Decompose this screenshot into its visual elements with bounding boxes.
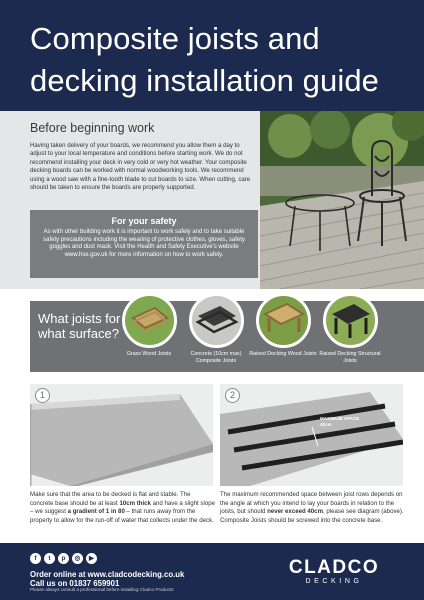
intro-heading: Before beginning work <box>30 121 155 135</box>
joists-question: What joists for what surface? <box>38 311 121 341</box>
safety-paragraph: As with other building work it is important to work safely and to take suitable safety precautions including the wearing of protective clothes, gloves, safety goggles and dust mask. Visit the Health and Safety Executive's website www.hse.gov.uk for more information on how to work safely. <box>43 229 245 258</box>
deck-photo-illustration <box>260 111 424 289</box>
step-number-badge: 1 <box>35 388 50 403</box>
joist-option-label: Raised Decking Wood Joists <box>249 351 317 357</box>
intro-panel <box>0 111 260 289</box>
joist-option-label: Grass Wood Joists <box>126 351 172 357</box>
step-1-illustration <box>30 384 213 486</box>
twitter-icon[interactable]: t <box>44 553 55 564</box>
grass-wood-joists-image <box>122 293 177 348</box>
footer <box>0 543 424 600</box>
joist-option-label: Raised Decking Structural Joists <box>319 351 381 364</box>
pinterest-icon[interactable]: p <box>58 553 69 564</box>
facebook-icon[interactable]: f <box>30 553 41 564</box>
intro-paragraph: Having taken delivery of your boards, we recommend you allow them a day to adjust to your local temperature and conditions before starting work. We do not recommend installing your deck in very cold or very hot weather. Your composite decking boards can be worked with normal woodworking tools. We recommend using a wood saw with a fine-tooth blade to cut boards to size. When cutting, care should be taken to ensure the boards are properly supported. <box>30 142 251 192</box>
order-online-link[interactable]: Order online at www.cladcodecking.co.uk <box>30 570 185 579</box>
youtube-icon[interactable]: ▶ <box>86 553 97 564</box>
page-title: Composite joists and decking installation guide <box>30 21 380 98</box>
safety-box <box>30 210 258 278</box>
concrete-composite-joists-image <box>189 293 244 348</box>
step-2-illustration <box>220 384 403 486</box>
safety-title: For your safety <box>111 216 177 226</box>
raised-wood-joists-image <box>256 293 311 348</box>
cladco-logo <box>276 557 392 585</box>
step-number-badge: 2 <box>225 388 240 403</box>
logo-subtitle: DECKING <box>305 578 363 585</box>
header-banner <box>0 0 424 111</box>
instagram-icon[interactable]: ◎ <box>72 553 83 564</box>
logo-wordmark: CLADCO <box>288 557 380 578</box>
phone-number[interactable]: Call us on 01837 659901 <box>30 579 120 588</box>
raised-structural-joists-image <box>323 293 378 348</box>
step-1-text: Make sure that the area to be decked is flat and stable. The concrete base should be at least 10cm thick and have a slight slope – we suggest a gradient of 1 in 80 – that runs away from the property to allow for the run-off of water that collects under the deck. <box>30 491 215 524</box>
garden-deck-photo <box>260 111 424 289</box>
joist-option-label: Concrete (10cm max) Composite Joists <box>190 351 242 364</box>
social-icons <box>30 553 97 564</box>
step-2-text: The maximum recommended space between joist rows depends on the angle at which you intend to lay your boards in relation to the joists, but should never exceed 40cm, please see diagram (above). Composite Joists should be screwed into the concrete base. <box>220 491 404 524</box>
disclaimer: Please always consult a professional before installing Cladco Products <box>30 587 174 592</box>
max-space-label: MAXIMUM SPACE 40cm <box>320 416 360 427</box>
